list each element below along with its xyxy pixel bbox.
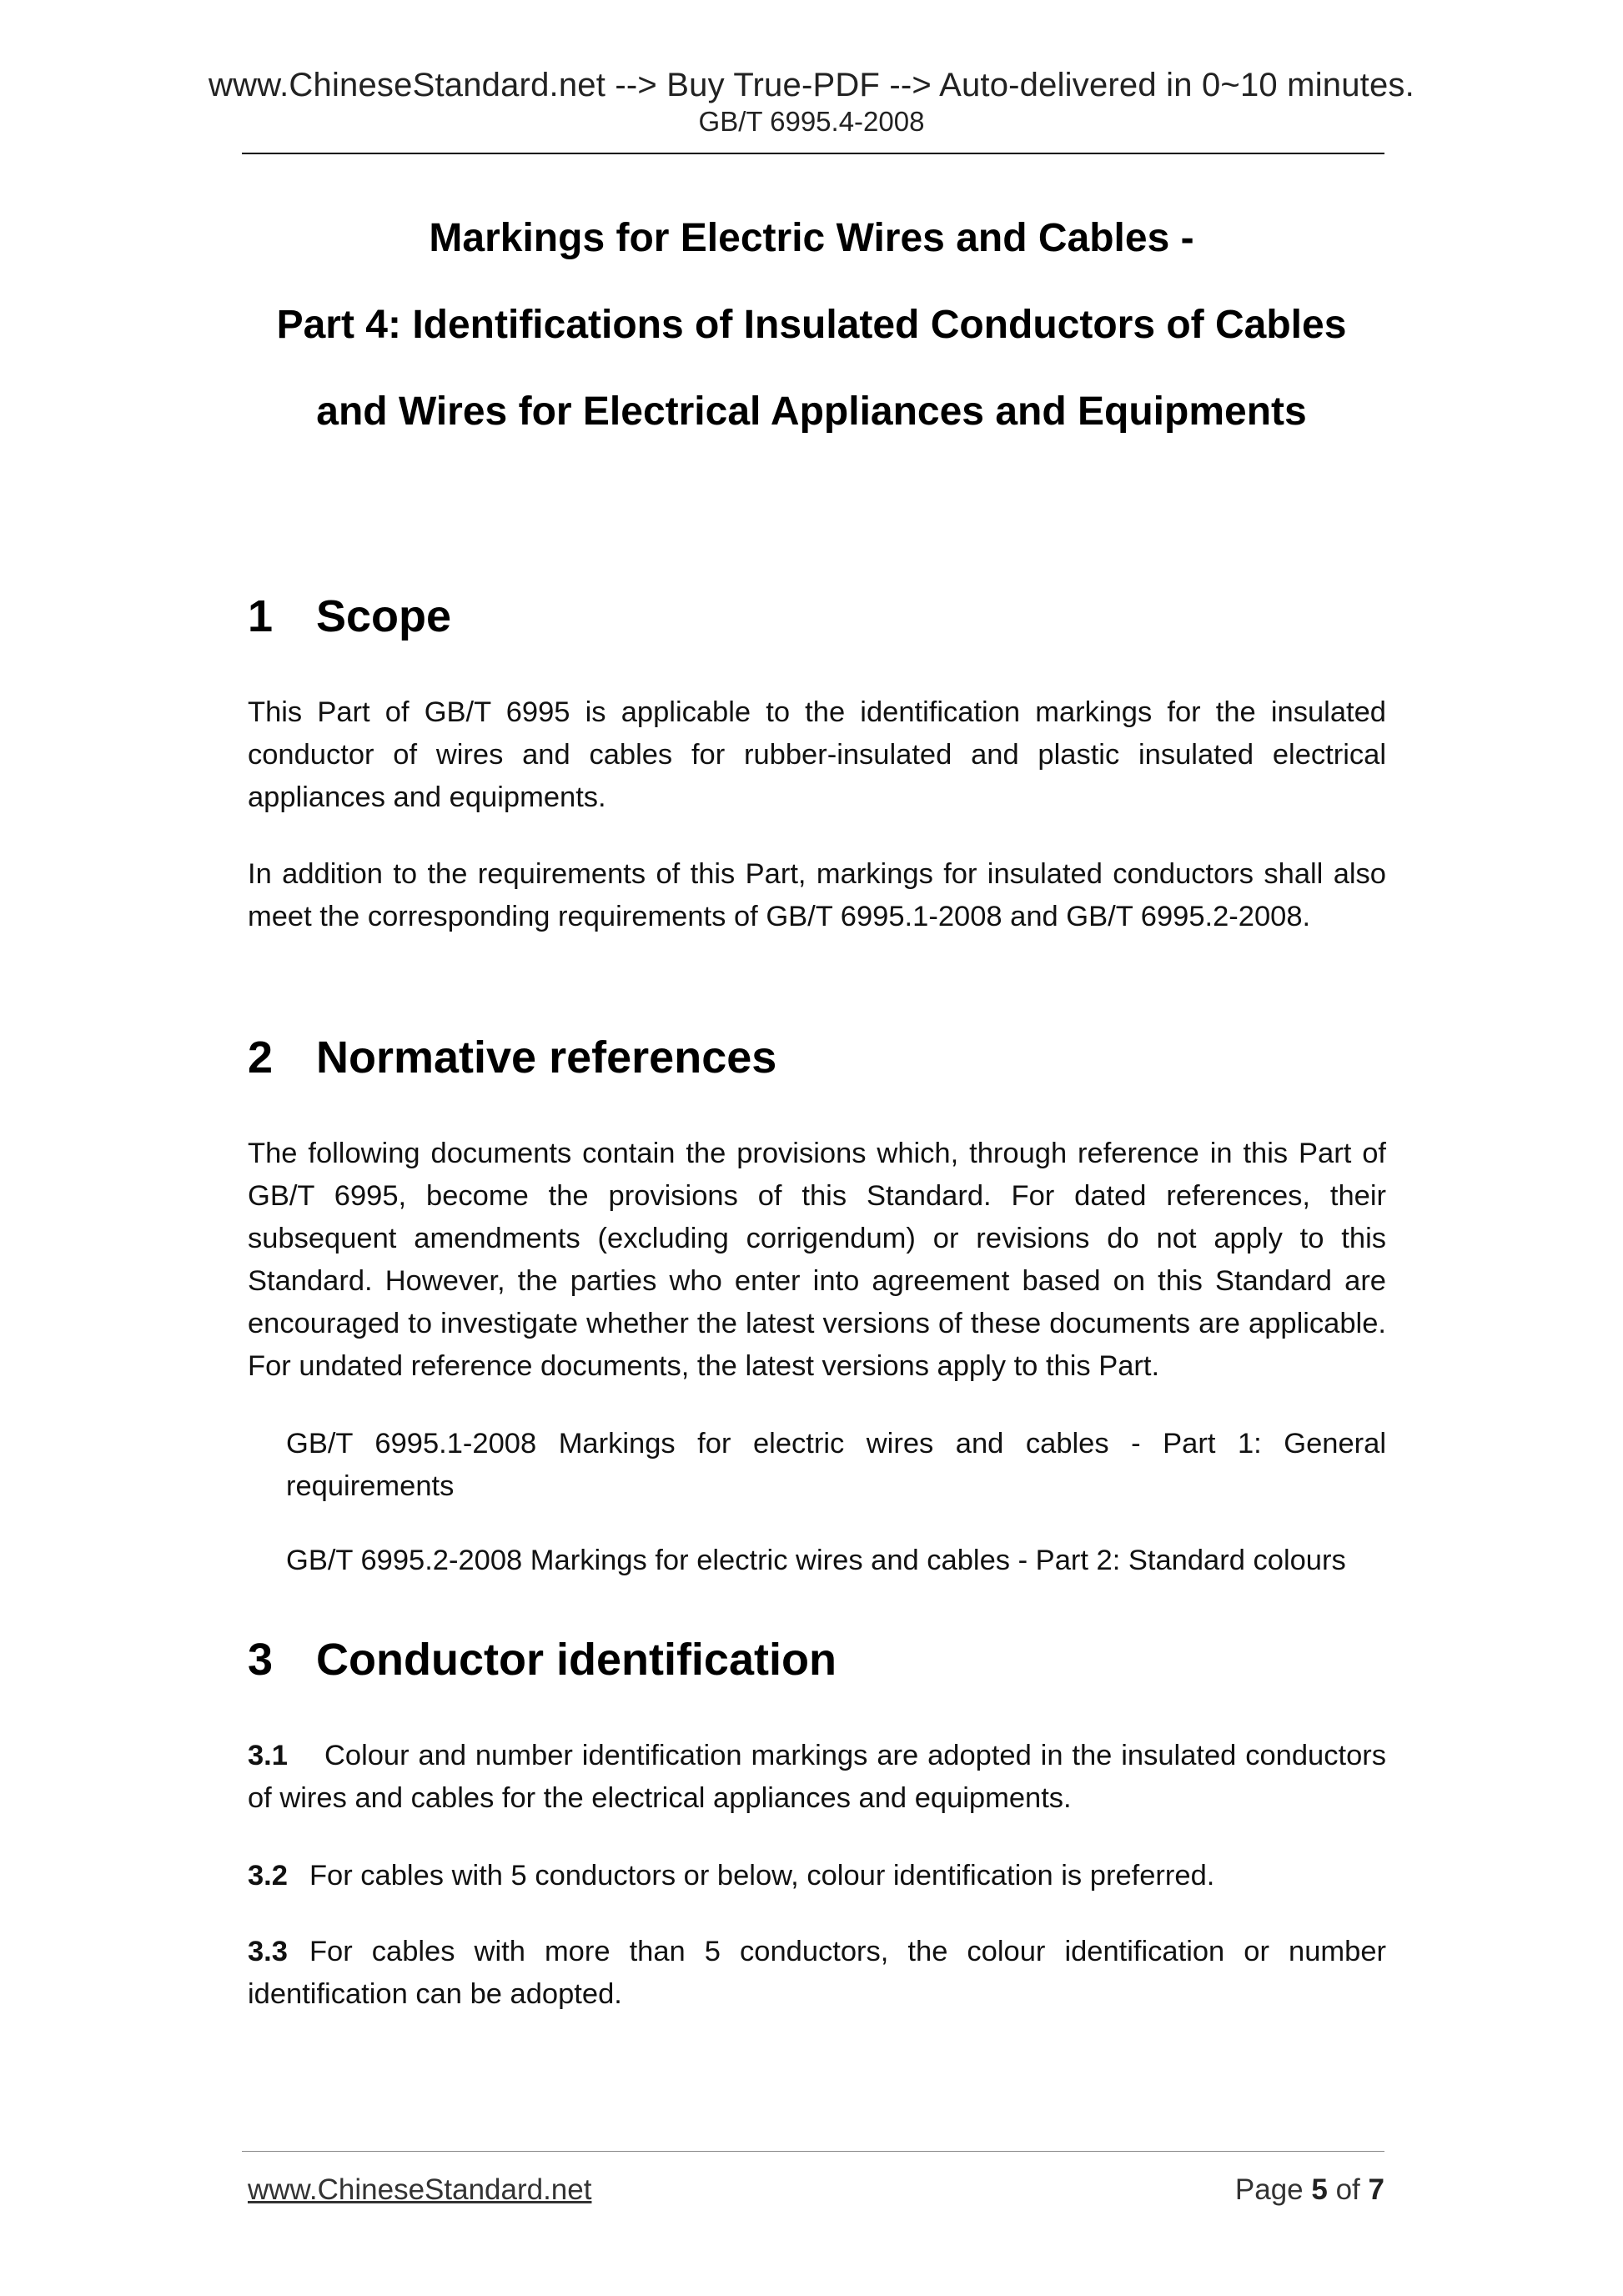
section-title: Conductor identification xyxy=(316,1635,837,1685)
page-total: 7 xyxy=(1368,2173,1384,2206)
clause-3-1 xyxy=(248,1735,1386,1820)
reference-item: GB/T 6995.1-2008 Markings for electric wires and cables - Part 1: General requirements xyxy=(286,1428,1386,1502)
footer-website-link[interactable]: www.ChineseStandard.net xyxy=(248,2173,592,2206)
page-of-label: of xyxy=(1335,2173,1360,2206)
title-line-1: Markings for Electric Wires and Cables - xyxy=(429,216,1194,260)
header-banner: www.ChineseStandard.net --> Buy True-PDF --> Auto-delivered in 0~10 minutes. xyxy=(209,67,1414,103)
header-divider xyxy=(242,153,1384,154)
section-title: Scope xyxy=(316,591,452,641)
clause-text: For cables with 5 conductors or below, colour identification is preferred. xyxy=(309,1860,1215,1892)
section-heading-normative-references xyxy=(248,1030,776,1085)
title-line-3: and Wires for Electrical Appliances and Equipments xyxy=(316,389,1307,434)
section-heading-conductor-identification xyxy=(248,1632,837,1687)
clause-number: 3.3 xyxy=(248,1936,288,1967)
clause-number: 3.1 xyxy=(248,1740,288,1771)
clause-3-3 xyxy=(248,1931,1386,2016)
normative-references-paragraph: The following documents contain the provisions which, through reference in this Part of GB/T 6995, become the provisions of this Standard. For dated references, their subsequent amendments (excluding corrigendum) or revisions do not apply to this Standard. However, the parties who enter into agreement based on this Standard are encouraged to investigate whether the latest versions of these documents are applicable. For undated reference documents, the latest versions apply to this Part. xyxy=(248,1138,1386,1382)
page-header xyxy=(0,65,1623,138)
page-label: Page xyxy=(1234,2173,1304,2206)
clause-text: Colour and number identification markings are adopted in the insulated conductors of wires and cables for the electrical appliances and equipments. xyxy=(248,1740,1386,1814)
scope-paragraph-1: This Part of GB/T 6995 is applicable to the identification markings for the insulated conductor of wires and cables for rubber-insulated and plastic insulated electrical appliances and equipments. xyxy=(248,696,1386,813)
section-number: 3 xyxy=(248,1635,274,1685)
footer-divider xyxy=(242,2151,1384,2152)
clause-text: For cables with more than 5 conductors, the colour identification or number identification can be adopted. xyxy=(248,1936,1386,2010)
section-number: 1 xyxy=(248,591,274,641)
scope-paragraph-2: In addition to the requirements of this Part, markings for insulated conductors shall also meet the corresponding requirements of GB/T 6995.1-2008 and GB/T 6995.2-2008. xyxy=(248,858,1386,932)
reference-item: GB/T 6995.2-2008 Markings for electric wires and cables - Part 2: Standard colours xyxy=(286,1545,1346,1576)
section-heading-scope xyxy=(248,589,451,644)
title-line-2: Part 4: Identifications of Insulated Conductors of Cables xyxy=(276,303,1347,347)
section-number: 2 xyxy=(248,1032,274,1083)
page-indicator xyxy=(1235,2172,1384,2208)
section-title: Normative references xyxy=(316,1032,777,1083)
clause-3-2 xyxy=(248,1855,1386,1897)
clause-number: 3.2 xyxy=(248,1860,288,1892)
standard-code: GB/T 6995.4-2008 xyxy=(698,106,925,137)
page-current: 5 xyxy=(1311,2173,1328,2206)
